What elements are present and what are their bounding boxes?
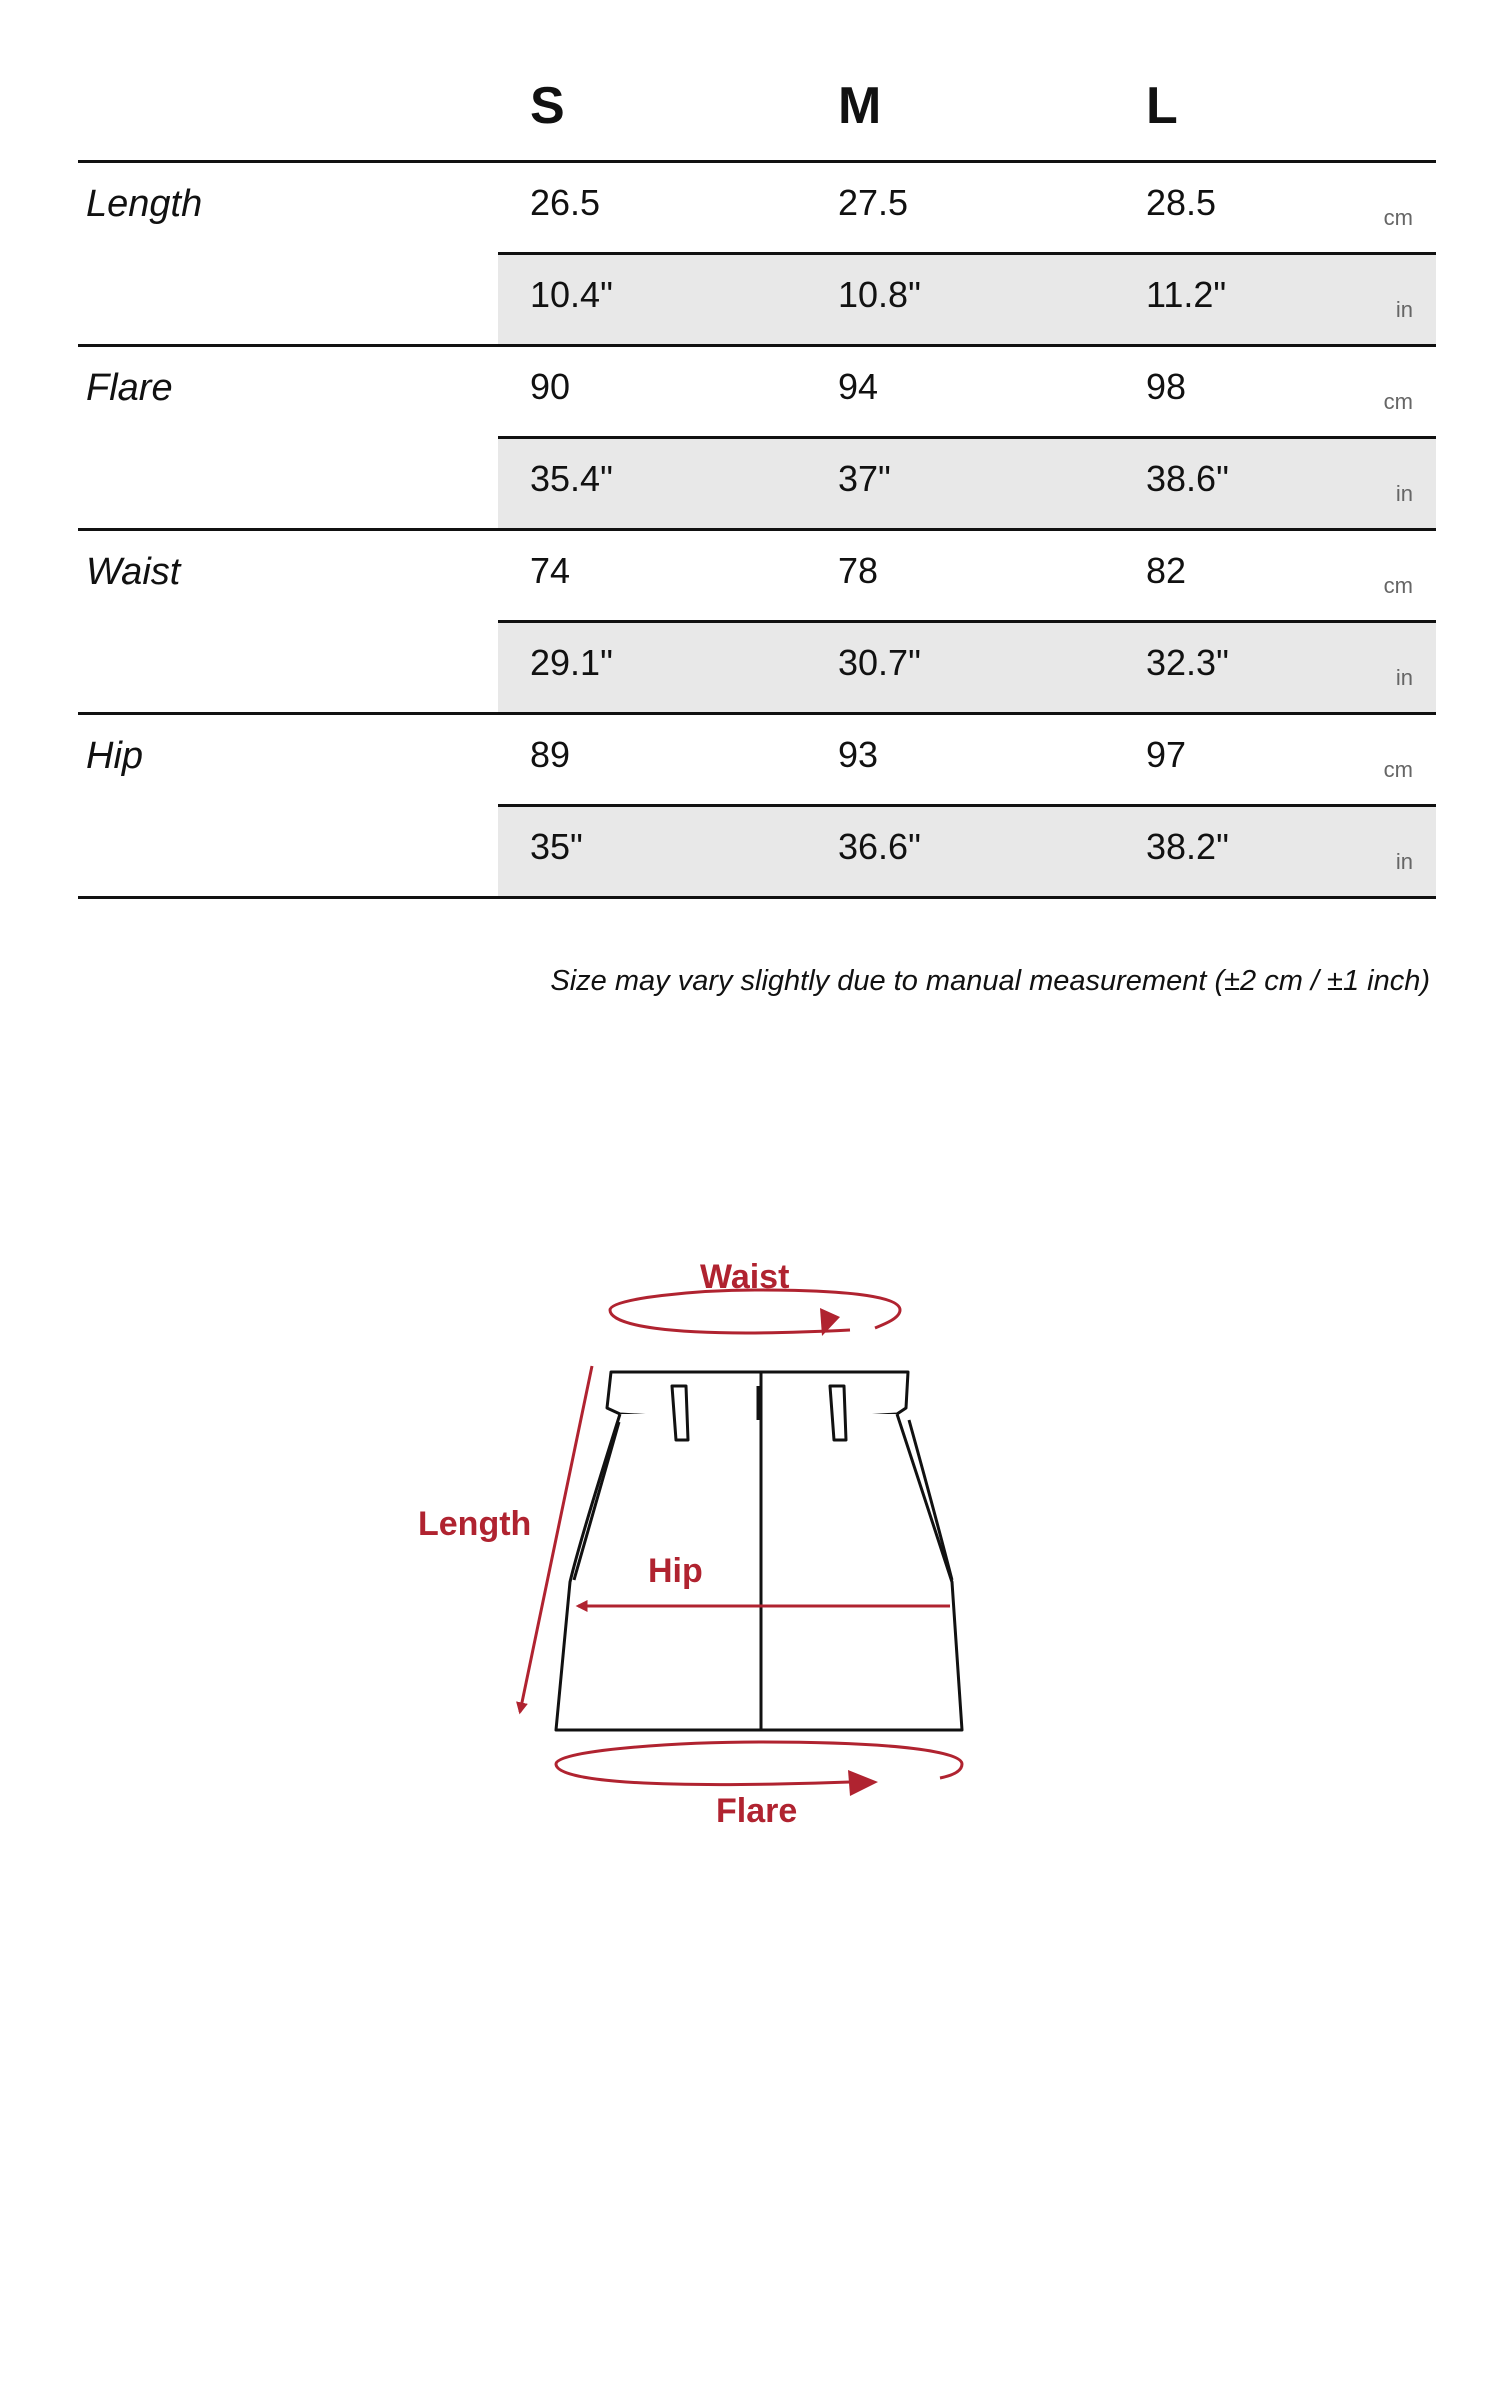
size-m-header: M <box>838 77 882 135</box>
measurement-label-flare: Flare <box>86 367 173 409</box>
waist-s-cm: 74 <box>530 550 571 591</box>
unit-cm-label: cm <box>1383 757 1413 782</box>
length-m-in: 10.8" <box>838 274 921 315</box>
waist-m-in: 30.7" <box>838 642 921 683</box>
flare-l-in: 38.6" <box>1146 458 1229 499</box>
hip-m-in: 36.6" <box>838 826 921 867</box>
flare-m-in: 37" <box>838 458 891 499</box>
measurement-label-waist: Waist <box>86 551 181 593</box>
measurement-disclaimer: Size may vary slightly due to manual measurement (±2 cm / ±1 inch) <box>550 965 1430 997</box>
hip-s-in: 35" <box>530 826 583 867</box>
flare-m-cm: 94 <box>838 366 879 407</box>
flare-s-cm: 90 <box>530 366 571 407</box>
flare-l-cm: 98 <box>1146 366 1187 407</box>
hip-m-cm: 93 <box>838 734 879 775</box>
flare-measure-arrow <box>556 1742 962 1796</box>
length-s-cm: 26.5 <box>530 182 601 223</box>
length-m-cm: 27.5 <box>838 182 909 223</box>
flare-diagram-label: Flare <box>716 1792 798 1830</box>
hip-l-in: 38.2" <box>1146 826 1229 867</box>
length-l-cm: 28.5 <box>1146 182 1217 223</box>
waist-l-in: 32.3" <box>1146 642 1229 683</box>
waist-diagram-label: Waist <box>700 1258 790 1296</box>
skirt-outline-icon <box>556 1372 962 1730</box>
length-diagram-label: Length <box>418 1505 532 1543</box>
length-l-in: 11.2" <box>1146 274 1227 315</box>
hip-diagram-label: Hip <box>648 1552 703 1590</box>
unit-cm-label: cm <box>1383 205 1413 230</box>
unit-in-label: in <box>1395 849 1413 874</box>
measurement-label-hip: Hip <box>86 735 144 777</box>
waist-measure-arrow <box>610 1290 900 1336</box>
unit-in-label: in <box>1395 665 1413 690</box>
waist-m-cm: 78 <box>838 550 879 591</box>
hip-s-cm: 89 <box>530 734 571 775</box>
unit-in-label: in <box>1395 297 1413 322</box>
unit-cm-label: cm <box>1383 389 1413 414</box>
length-s-in: 10.4" <box>530 274 613 315</box>
measurement-label-length: Length <box>86 183 203 225</box>
waist-s-in: 29.1" <box>530 642 613 683</box>
size-l-header: L <box>1146 77 1178 135</box>
waist-l-cm: 82 <box>1146 550 1187 591</box>
size-s-header: S <box>530 77 565 135</box>
unit-cm-label: cm <box>1383 573 1413 598</box>
flare-s-in: 35.4" <box>530 458 613 499</box>
hip-l-cm: 97 <box>1146 734 1187 775</box>
unit-in-label: in <box>1395 481 1413 506</box>
